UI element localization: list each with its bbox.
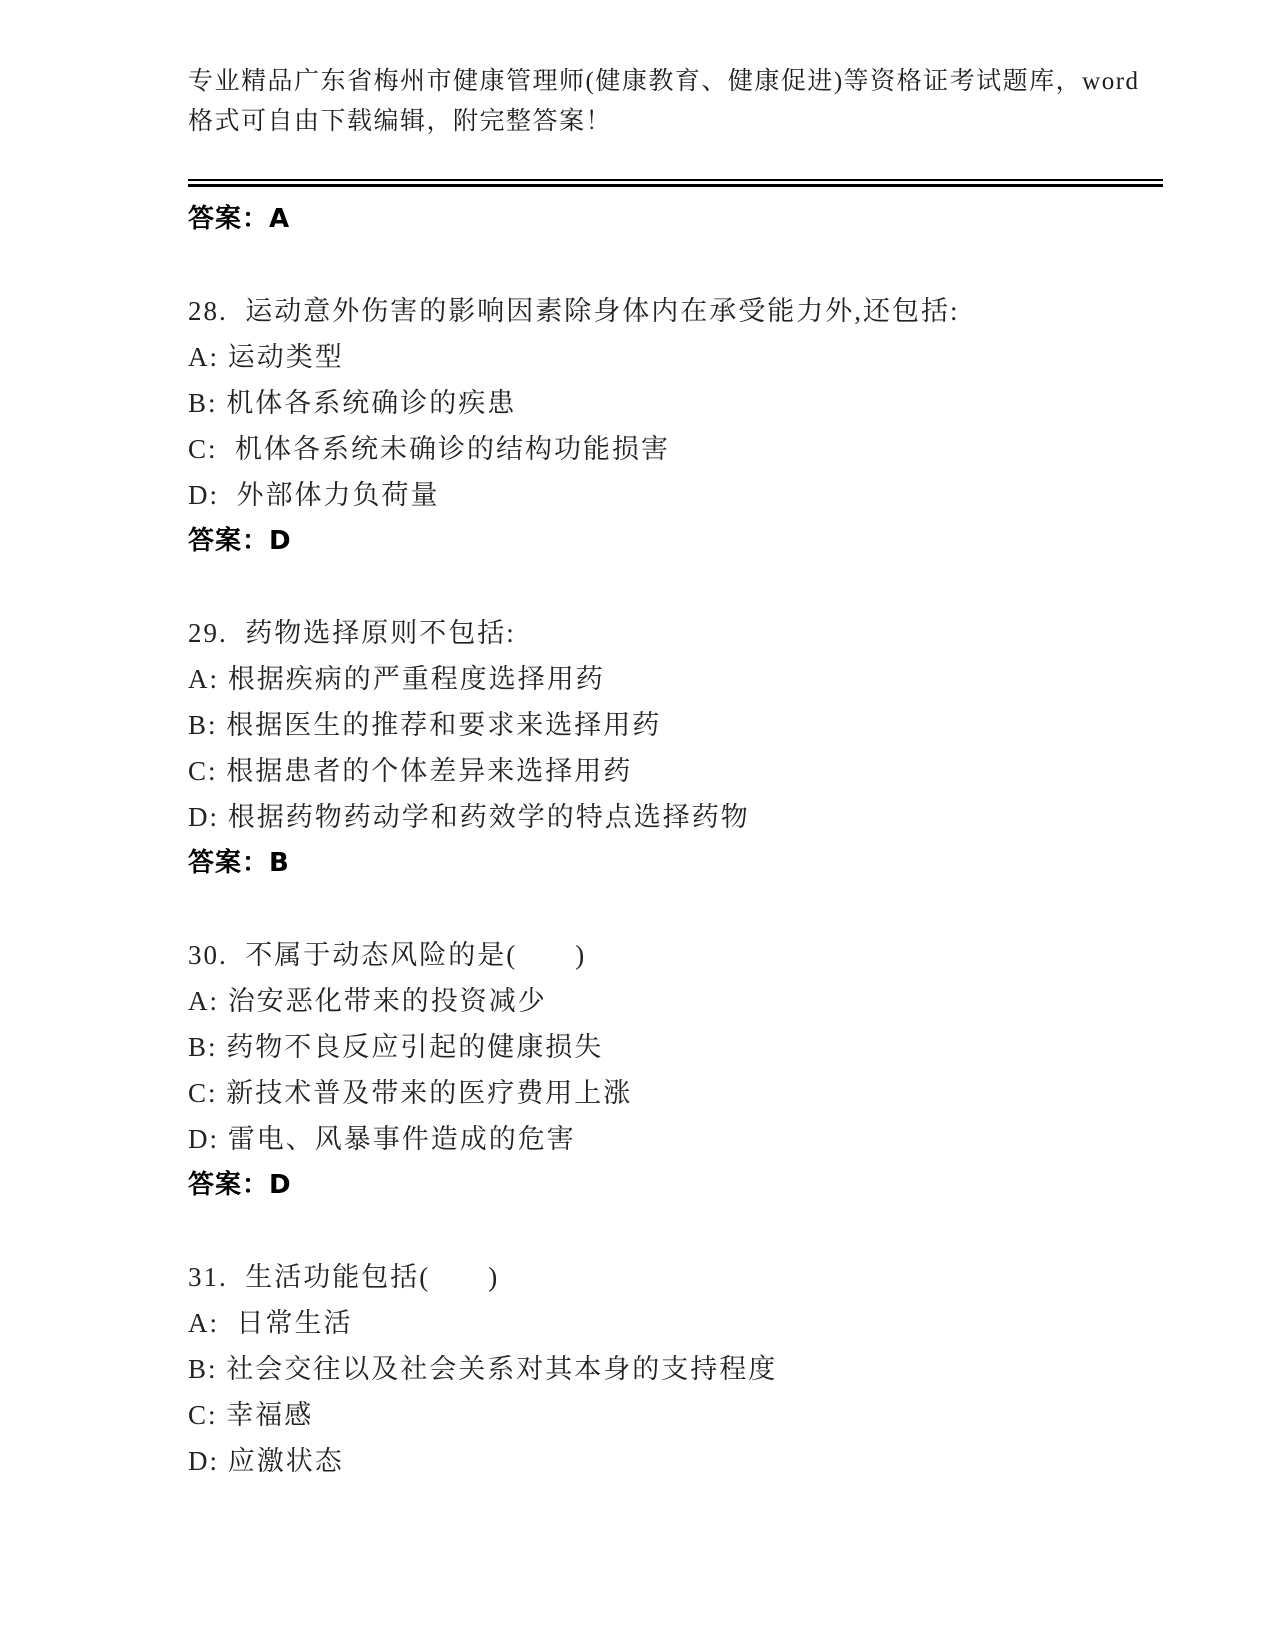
option-b: B: 药物不良反应引起的健康损失: [188, 1032, 604, 1062]
question-block-29: [188, 610, 1163, 886]
question-block-31: [188, 1254, 1163, 1484]
option-b: B: 机体各系统确诊的疾患: [188, 388, 517, 418]
option-c: C: 新技术普及带来的医疗费用上涨: [188, 1078, 633, 1108]
header-line-2: 格式可自由下载编辑，附完整答案！: [188, 108, 613, 135]
option-b: B: 社会交往以及社会关系对其本身的支持程度: [188, 1354, 778, 1384]
header-line-1: 专业精品广东省梅州市健康管理师(健康教育、健康促进)等资格证考试题库，word: [188, 68, 1140, 95]
option-a: A: 根据疾病的严重程度选择用药: [188, 664, 605, 694]
question-block-30: [188, 932, 1163, 1208]
option-d: D: 应激状态: [188, 1446, 344, 1476]
question-text: 28. 运动意外伤害的影响因素除身体内在承受能力外,还包括:: [188, 296, 960, 326]
option-a: A: 运动类型: [188, 342, 344, 372]
option-a: A: 治安恶化带来的投资减少: [188, 986, 547, 1016]
header-double-rule: [188, 179, 1163, 187]
option-a: A: 日常生活: [188, 1308, 353, 1338]
question-text: 29. 药物选择原则不包括:: [188, 618, 516, 648]
option-d: D: 根据药物药动学和药效学的特点选择药物: [188, 802, 750, 832]
option-c: C: 机体各系统未确诊的结构功能损害: [188, 434, 671, 464]
answer-text: 答案：B: [188, 848, 290, 878]
question-block-28: [188, 288, 1163, 564]
question-text: 31. 生活功能包括( ): [188, 1262, 500, 1292]
page-header: [188, 62, 1163, 142]
option-d: D: 雷电、风暴事件造成的危害: [188, 1124, 576, 1154]
option-d: D: 外部体力负荷量: [188, 480, 440, 510]
answer-text-prev-question: 答案：A: [188, 204, 291, 234]
option-c: C: 根据患者的个体差异来选择用药: [188, 756, 633, 786]
question-text: 30. 不属于动态风险的是( ): [188, 940, 587, 970]
option-b: B: 根据医生的推荐和要求来选择用药: [188, 710, 662, 740]
answer-text: 答案：D: [188, 526, 292, 556]
option-c: C: 幸福感: [188, 1400, 314, 1430]
answer-text: 答案：D: [188, 1170, 292, 1200]
